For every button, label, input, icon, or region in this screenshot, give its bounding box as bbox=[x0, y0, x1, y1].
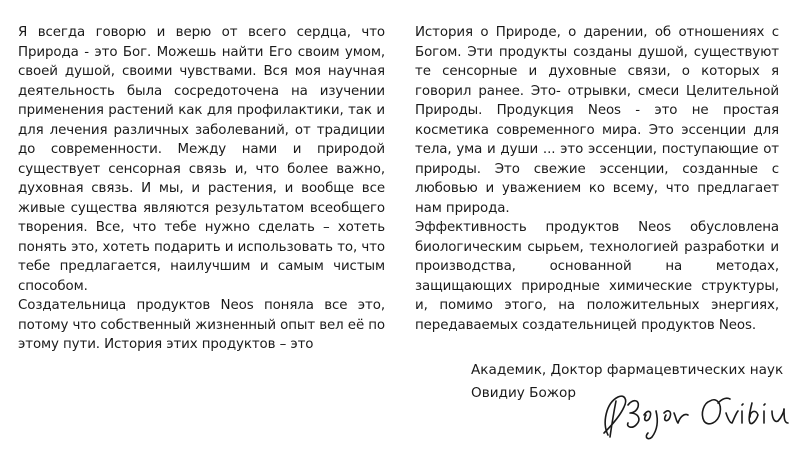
left-paragraph-2: Создательница продуктов Neos поняла все это, потому что собственный жизненный опыт вел её по этому пути. История этих продуктов – это bbox=[18, 298, 385, 352]
left-text-column bbox=[18, 23, 385, 369]
author-name: Овидиу Божор bbox=[471, 385, 576, 401]
right-text-column bbox=[415, 23, 779, 335]
right-paragraph-1: История о Природе, о дарении, об отношениях с Богом. Эти продукты созданы душой, существуют те сенсорные и духовные связи, о которых я говорил ранее. Это- отрывки, смеси Целительной Природы. Продукция Neos - это не простая косметика современного мира. Это эссенции для тела, ума и души ... это эссенции, поступающие от природы. Это свежие эссенции, созданные с любовью и уважением ко всему, что предлагает нам природа. bbox=[415, 25, 779, 216]
author-title: Академик, Доктор фармацевтических наук bbox=[471, 362, 784, 378]
handwritten-signature bbox=[594, 383, 794, 443]
left-paragraph-1: Я всегда говорю и верю от всего сердца, что Природа - это Бог. Можешь найти Его своим умом, своей душой, своими чувствами. Вся моя научная деятельность была сосредоточена на изучении применения растений как для профилактики, так и для лечения различных заболеваний, от традиции до современности. Между нами и природой существует сенсорная связь и, что более важно, духовная связь. И мы, и растения, и вообще все живые существа являются результатом всеобщего творения. Все, что тебе нужно сделать – хотеть понять это, хотеть подарить и использовать то, что тебе предлагается, наилучшим и самым чистым способом. bbox=[18, 25, 385, 294]
right-paragraph-2: Эффективность продуктов Neos обусловлена биологическим сырьем, технологией разработки и производства, основанной на методах, защищающих природные химические структуры, и, помимо этого, на положительных энергиях, передаваемых создательницей продуктов Neos. bbox=[415, 220, 779, 333]
